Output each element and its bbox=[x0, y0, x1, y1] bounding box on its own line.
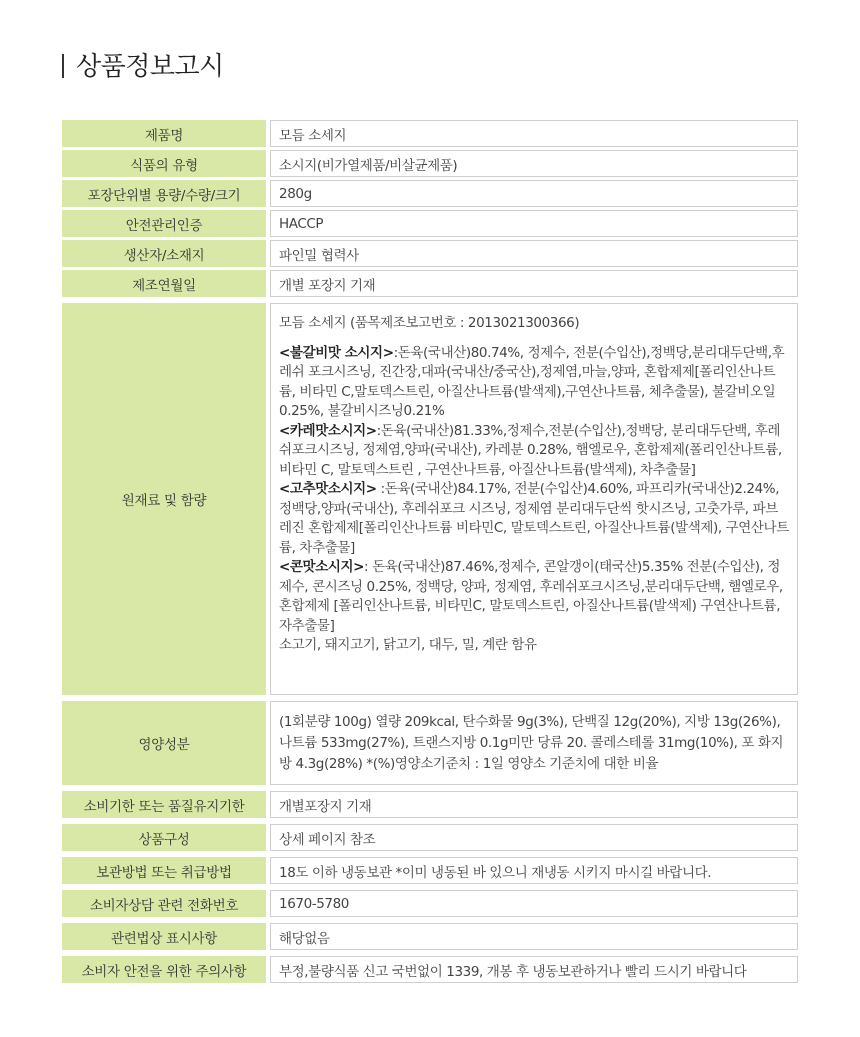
table-row bbox=[62, 824, 798, 851]
table-row bbox=[62, 240, 798, 267]
ingredient-item bbox=[279, 422, 789, 481]
row-label: 영양성분 bbox=[62, 701, 266, 785]
table-row bbox=[62, 791, 798, 818]
table-row bbox=[62, 270, 798, 297]
row-value: 모듬 소세지 bbox=[270, 120, 798, 147]
ingredient-text: :돈육(국내산)81.33%,정제수,전분(수입산),정백당, 분리대두단백, 후레쉬포크시즈닝, 정제염,양파(국내산), 카레분 0.28%, 햄엘로우, 혼합제제(폴리인산나트륨, 비타민 C, 말토덱스트린 , 구연산나트륨, 아질산나트륨(발색제), 차추출물] bbox=[279, 422, 782, 478]
row-label: 소비자 안전을 위한 주의사항 bbox=[62, 956, 266, 983]
row-value: 부정,불량식품 신고 국번없이 1339, 개봉 후 냉동보관하거나 빨리 드시기 바랍니다 bbox=[270, 956, 798, 983]
row-label: 소비기한 또는 품질유지기한 bbox=[62, 791, 266, 818]
ingredient-item bbox=[279, 344, 789, 422]
ingredient-text: :돈육(국내산)80.74%, 정제수, 전분(수입산),정백당,분리대두단백,후레쉬 포크시즈닝, 진간장,대파(국내산/중국산),정제염,마늘,양파, 혼합제제[폴리인산나트륨, 비타민 C,말토덱스트린, 아질산나트륨(발색제),구연산나트륨, 체추출물), 불갈비오일 0.25%, 불갈비시즈닝0.21% bbox=[279, 344, 785, 419]
table-row bbox=[62, 180, 798, 207]
table-row bbox=[62, 890, 798, 917]
row-value: 개별 포장지 기재 bbox=[270, 270, 798, 297]
table-row bbox=[62, 923, 798, 950]
nutrition-value: (1회분량 100g) 열량 209kcal, 탄수화물 9g(3%), 단백질 12g(20%), 지방 13g(26%), 나트륨 533mg(27%), 트랜스지방 0.1g미만 당류 20. 콜레스테롤 31mg(10%), 포 화지방 4.3g(28%) *(%)영양소기준치 : 1일 영양소 기준치에 대한 비율 bbox=[270, 701, 798, 785]
title-bar bbox=[62, 54, 64, 78]
ingredients-value bbox=[270, 303, 798, 695]
row-label: 포장단위별 용량/수량/크기 bbox=[62, 180, 266, 207]
page-title bbox=[62, 46, 224, 83]
ingredient-text: :돈육(국내산)84.17%, 전분(수입산)4.60%, 파프리카(국내산)2.24%, 정백당,양파(국내산), 후레쉬포크 시즈닝, 정제염 분리대두단씩 핫시즈닝, 고춧가루, 파브레진 혼합제제[폴리인산나트륨 비타민C, 말토덱스트린, 아질산나트륨(발색제), 구연산나트륨, 차추출물] bbox=[279, 481, 789, 556]
row-label: 소비자상담 관련 전화번호 bbox=[62, 890, 266, 917]
row-value: HACCP bbox=[270, 210, 798, 237]
ingredient-item bbox=[279, 558, 789, 636]
ingredient-name: <불갈비맛 소시지> bbox=[279, 344, 394, 361]
row-label: 보관방법 또는 취급방법 bbox=[62, 857, 266, 884]
ingredients-head: 모듬 소세지 (품목제조보고번호 : 2013021300366) bbox=[279, 315, 580, 331]
row-value: 소시지(비가열제품/비살균제품) bbox=[270, 150, 798, 177]
row-label: 원재료 및 함량 bbox=[62, 303, 266, 695]
row-value: 상세 페이지 참조 bbox=[270, 824, 798, 851]
row-label: 관련법상 표시사항 bbox=[62, 923, 266, 950]
row-label: 생산자/소재지 bbox=[62, 240, 266, 267]
row-value: 개별포장지 기재 bbox=[270, 791, 798, 818]
table-row bbox=[62, 150, 798, 177]
page-title-text: 상품정보고시 bbox=[76, 52, 224, 82]
ingredient-name: <고추맛소시지> bbox=[279, 481, 377, 497]
row-value: 1670-5780 bbox=[270, 890, 798, 917]
row-label: 상품구성 bbox=[62, 824, 266, 851]
row-value: 파인밀 협력사 bbox=[270, 240, 798, 267]
table-row bbox=[62, 210, 798, 237]
row-value: 18도 이하 냉동보관 *이미 냉동된 바 있으니 재냉동 시키지 마시길 바랍니다. bbox=[270, 857, 798, 884]
table-row-ingredients bbox=[62, 303, 798, 695]
table-row bbox=[62, 120, 798, 147]
table-row bbox=[62, 857, 798, 884]
row-label: 안전관리인증 bbox=[62, 210, 266, 237]
ingredient-name: <카레맛소시지> bbox=[279, 422, 377, 439]
ingredient-name: <콘맛소시지> bbox=[279, 559, 365, 575]
ingredient-text: : 돈육(국내산)87.46%,정제수, 콘알갱이(태국산)5.35% 전분(수입산), 정제수, 콘시즈닝 0.25%, 정백당, 양파, 정제염, 후레쉬포크시즈닝,분리대두단백, 햄엘로우,혼합제제 [폴리인산나트륨, 비타민C, 말토덱스트린, 아질산나트륨(발색제) 구연산나트륨, 자추출물] bbox=[279, 559, 783, 634]
row-label: 제조연월일 bbox=[62, 270, 266, 297]
table-row bbox=[62, 956, 798, 983]
table-row-nutrition bbox=[62, 701, 798, 785]
row-label: 제품명 bbox=[62, 120, 266, 147]
row-label: 식품의 유형 bbox=[62, 150, 266, 177]
allergen-info: 소고기, 돼지고기, 닭고기, 대두, 밀, 계란 함유 bbox=[279, 637, 537, 653]
product-info-table bbox=[62, 120, 798, 986]
row-value: 280g bbox=[270, 180, 798, 207]
row-value: 해당없음 bbox=[270, 923, 798, 950]
ingredient-item bbox=[279, 480, 789, 558]
